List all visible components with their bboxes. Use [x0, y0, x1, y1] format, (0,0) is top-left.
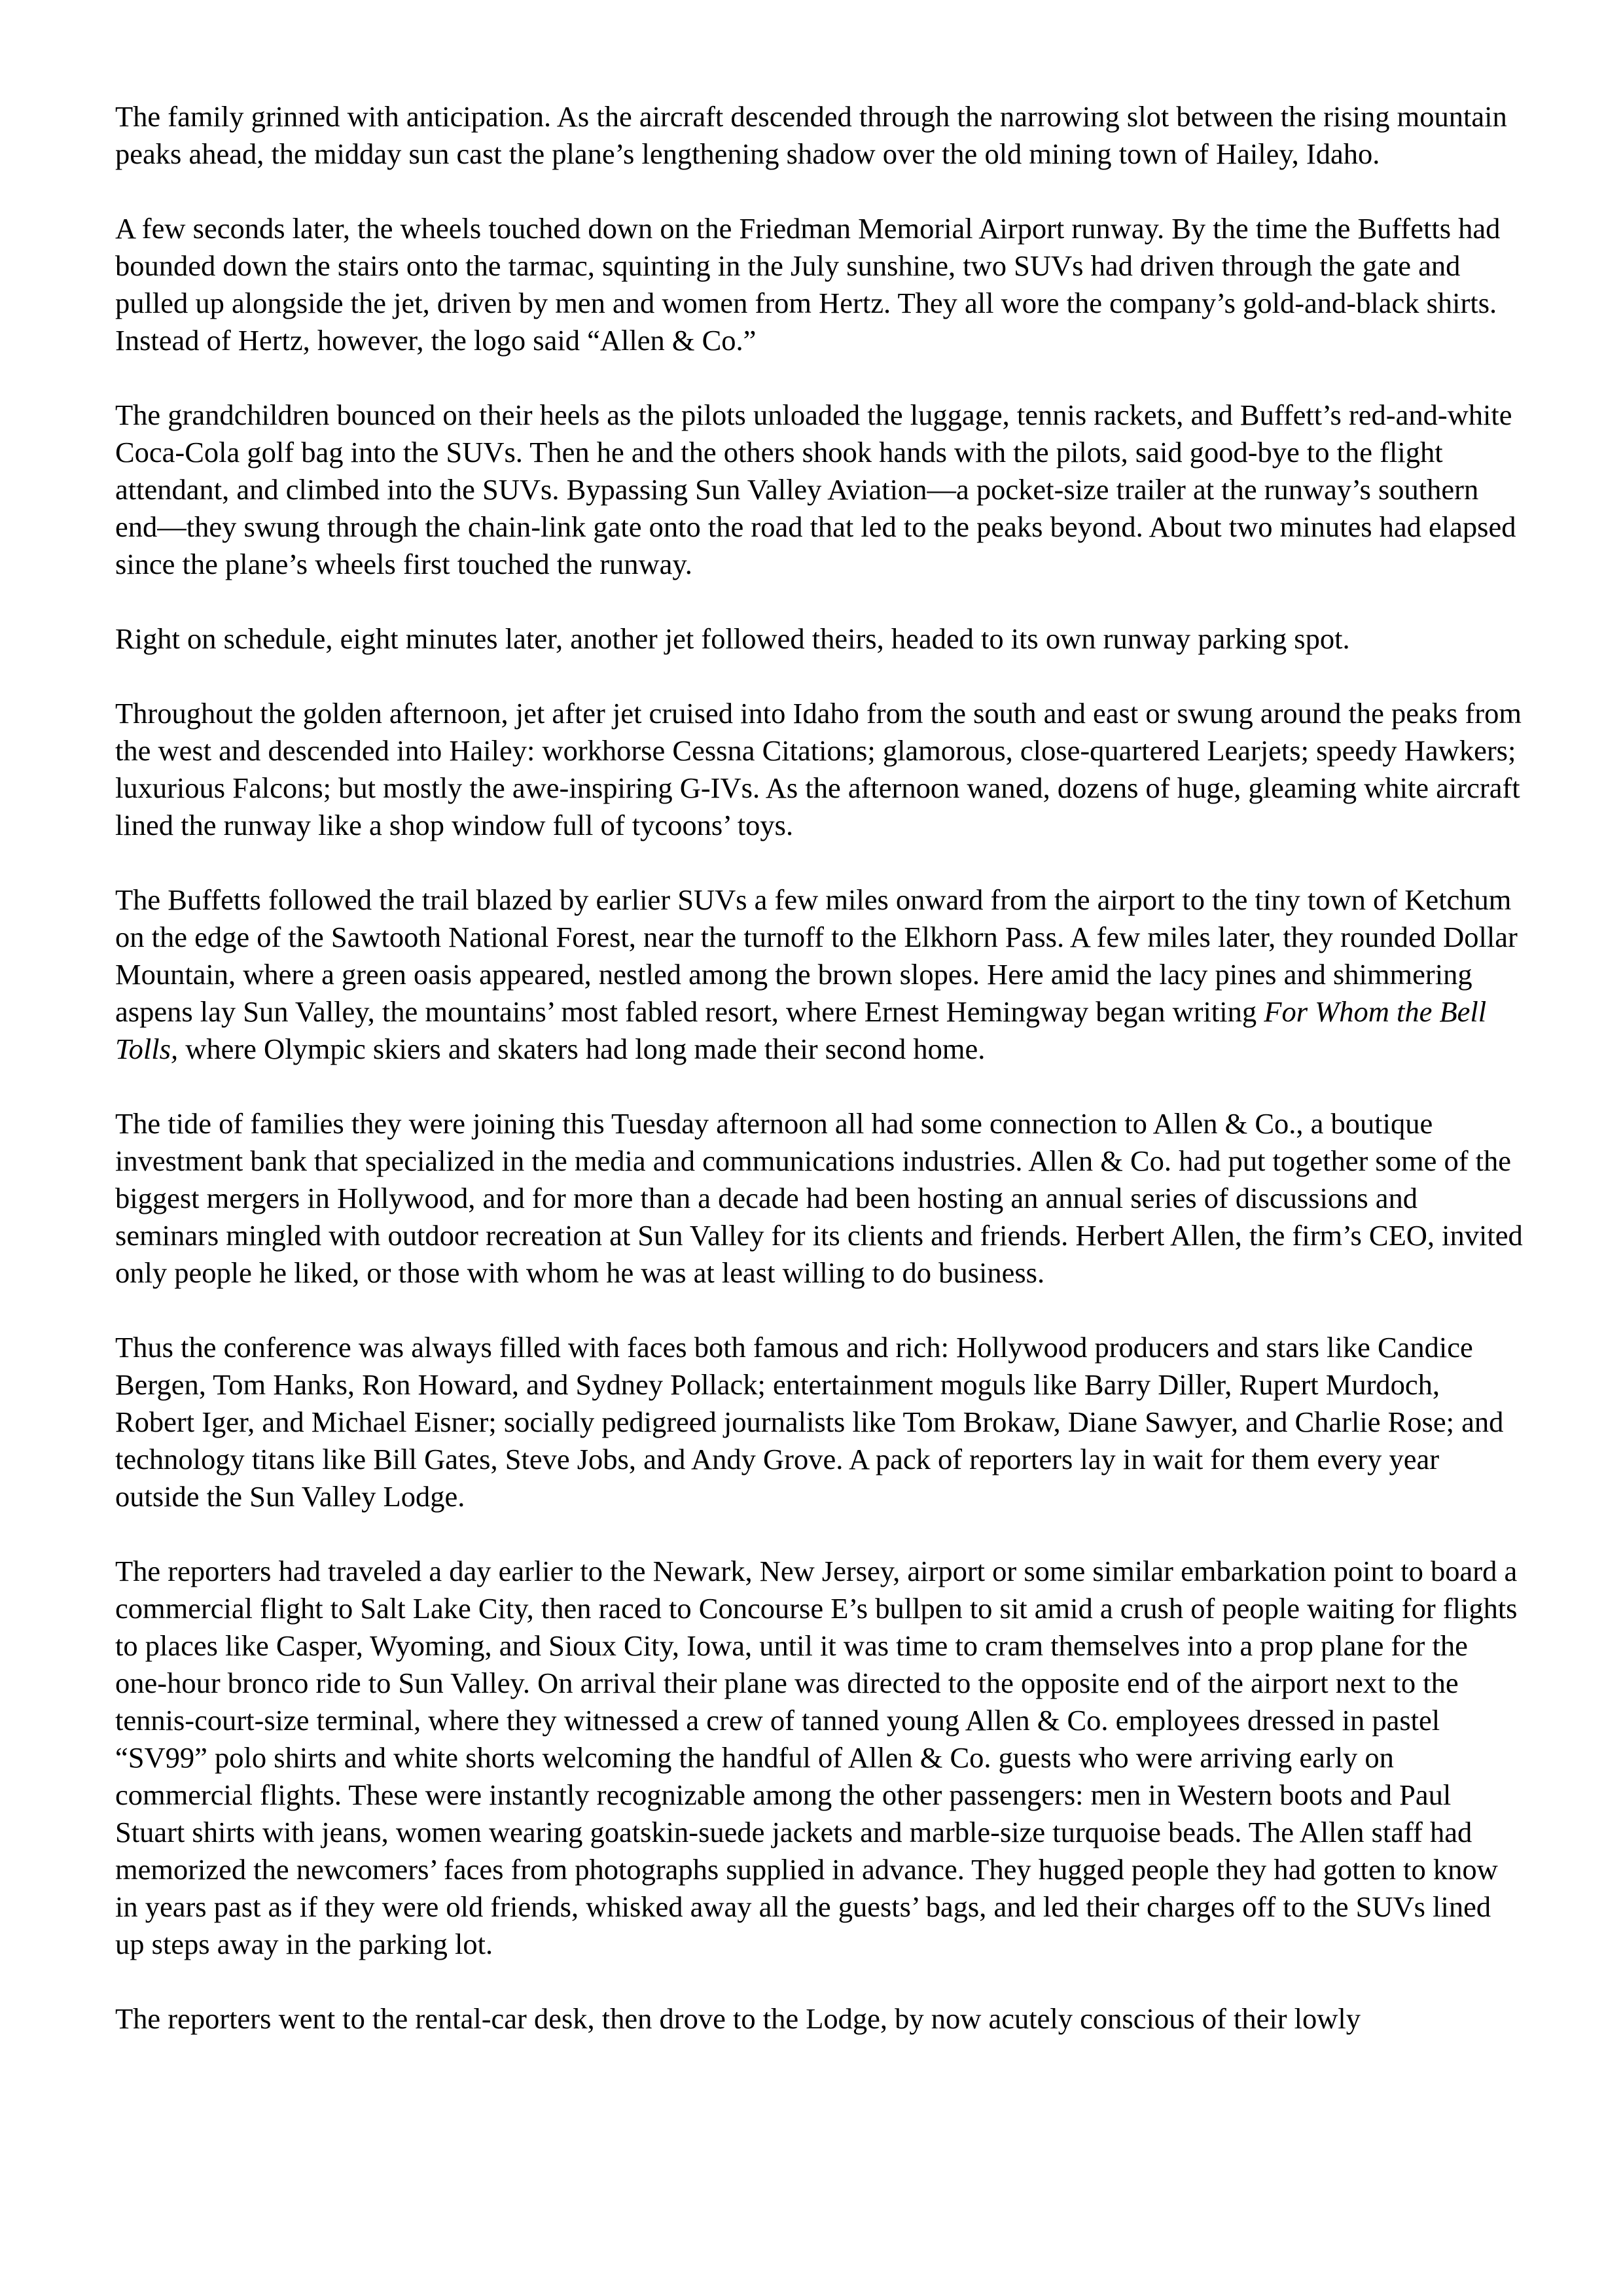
body-text — [115, 98, 1524, 2038]
paragraph-8: Thus the conference was always filled with faces both famous and rich: Hollywood producers and stars like Candice Bergen, Tom Hanks, Ron Howard, and Sydney Pollack; entertainment moguls like Barry Diller, Rupert Murdoch, Robert Iger, and Michael Eisner; socially pedigreed journalists like Tom Brokaw, Diane Sawyer, and Charlie Rose; and technology titans like Bill Gates, Steve Jobs, and Andy Grove. A pack of reporters lay in wait for them every year outside the Sun Valley Lodge. — [115, 1331, 1504, 1513]
paragraph-2: A few seconds later, the wheels touched down on the Friedman Memorial Airport runway. By the time the Buffetts had bounded down the stairs onto the tarmac, squinting in the July sunshine, two SUVs had driven through the gate and pulled up alongside the jet, driven by men and women from Hertz. They all wore the company’s gold-and-black shirts. Instead of Hertz, however, the logo said “Allen & Co.” — [115, 212, 1501, 357]
paragraph-5: Throughout the golden afternoon, jet after jet cruised into Idaho from the south and east or swung around the peaks from the west and descended into Hailey: workhorse Cessna Citations; glamorous, close-quartered Learjets; speedy Hawkers; luxurious Falcons; but mostly the awe-inspiring G-IVs. As the afternoon waned, dozens of huge, gleaming white aircraft lined the runway like a shop window full of tycoons’ toys. — [115, 697, 1522, 841]
book-title: For Whom the Bell Tolls, — [115, 995, 1487, 1065]
paragraph-4: Right on schedule, eight minutes later, another jet followed theirs, headed to its own runway parking spot. — [115, 622, 1350, 655]
paragraph-6-text-before: The Buffetts followed the trail blazed by earlier SUVs a few miles onward from the airport to the tiny town of Ketchum on the edge of the Sawtooth National Forest, near the turnoff to the Elkhorn Pass. A few miles later, they rounded Dollar Mountain, where a green oasis appeared, nestled among the brown slopes. Here amid the lacy pines and shimmering aspens lay Sun Valley, the mountains’ most fabled resort, where Ernest Hemingway began writing — [115, 883, 1518, 1028]
paragraph-7: The tide of families they were joining this Tuesday afternoon all had some connection to Allen & Co., a boutique investment bank that specialized in the media and communications industries. Allen & Co. had put together some of the biggest mergers in Hollywood, and for more than a decade had been hosting an annual series of discussions and seminars mingled with outdoor recreation at Sun Valley for its clients and friends. Herbert Allen, the firm’s CEO, invited only people he liked, or those with whom he was at least willing to do business. — [115, 1107, 1523, 1289]
paragraph-9: The reporters had traveled a day earlier to the Newark, New Jersey, airport or some similar embarkation point to board a commercial flight to Salt Lake City, then raced to Concourse E’s bullpen to sit amid a crush of people waiting for flights to places like Casper, Wyoming, and Sioux City, Iowa, until it was time to cram themselves into a prop plane for the one-hour bronco ride to Sun Valley. On arrival their plane was directed to the opposite end of the airport next to the tennis-court-size terminal, where they witnessed a crew of tanned young Allen & Co. employees dressed in pastel “SV99” polo shirts and white shorts welcoming the handful of Allen & Co. guests who were arriving early on commercial flights. These were instantly recognizable among the other passengers: men in Western boots and Paul Stuart shirts with jeans, women wearing goatskin-suede jackets and marble-size turquoise beads. The Allen staff had memorized the newcomers’ faces from photographs supplied in advance. They hugged people they had gotten to know in years past as if they were old friends, whisked away all the guests’ bags, and led their charges off to the SUVs lined up steps away in the parking lot. — [115, 1555, 1518, 1960]
paragraph-6-text-after: where Olympic skiers and skaters had long made their second home. — [178, 1033, 986, 1065]
paragraph-10: The reporters went to the rental-car desk, then drove to the Lodge, by now acutely conscious of their lowly — [115, 2002, 1361, 2035]
paragraph-6 — [115, 881, 1524, 1068]
paragraph-1: The family grinned with anticipation. As the aircraft descended through the narrowing slot between the rising mountain peaks ahead, the midday sun cast the plane’s lengthening shadow over the old mining town of Hailey, Idaho. — [115, 100, 1507, 170]
paragraph-3: The grandchildren bounced on their heels as the pilots unloaded the luggage, tennis rackets, and Buffett’s red-and-white Coca-Cola golf bag into the SUVs. Then he and the others shook hands with the pilots, said good-bye to the flight attendant, and climbed into the SUVs. Bypassing Sun Valley Aviation—a pocket-size trailer at the runway’s southern end—they swung through the chain-link gate onto the road that led to the peaks beyond. About two minutes had elapsed since the plane’s wheels first touched the runway. — [115, 398, 1516, 580]
